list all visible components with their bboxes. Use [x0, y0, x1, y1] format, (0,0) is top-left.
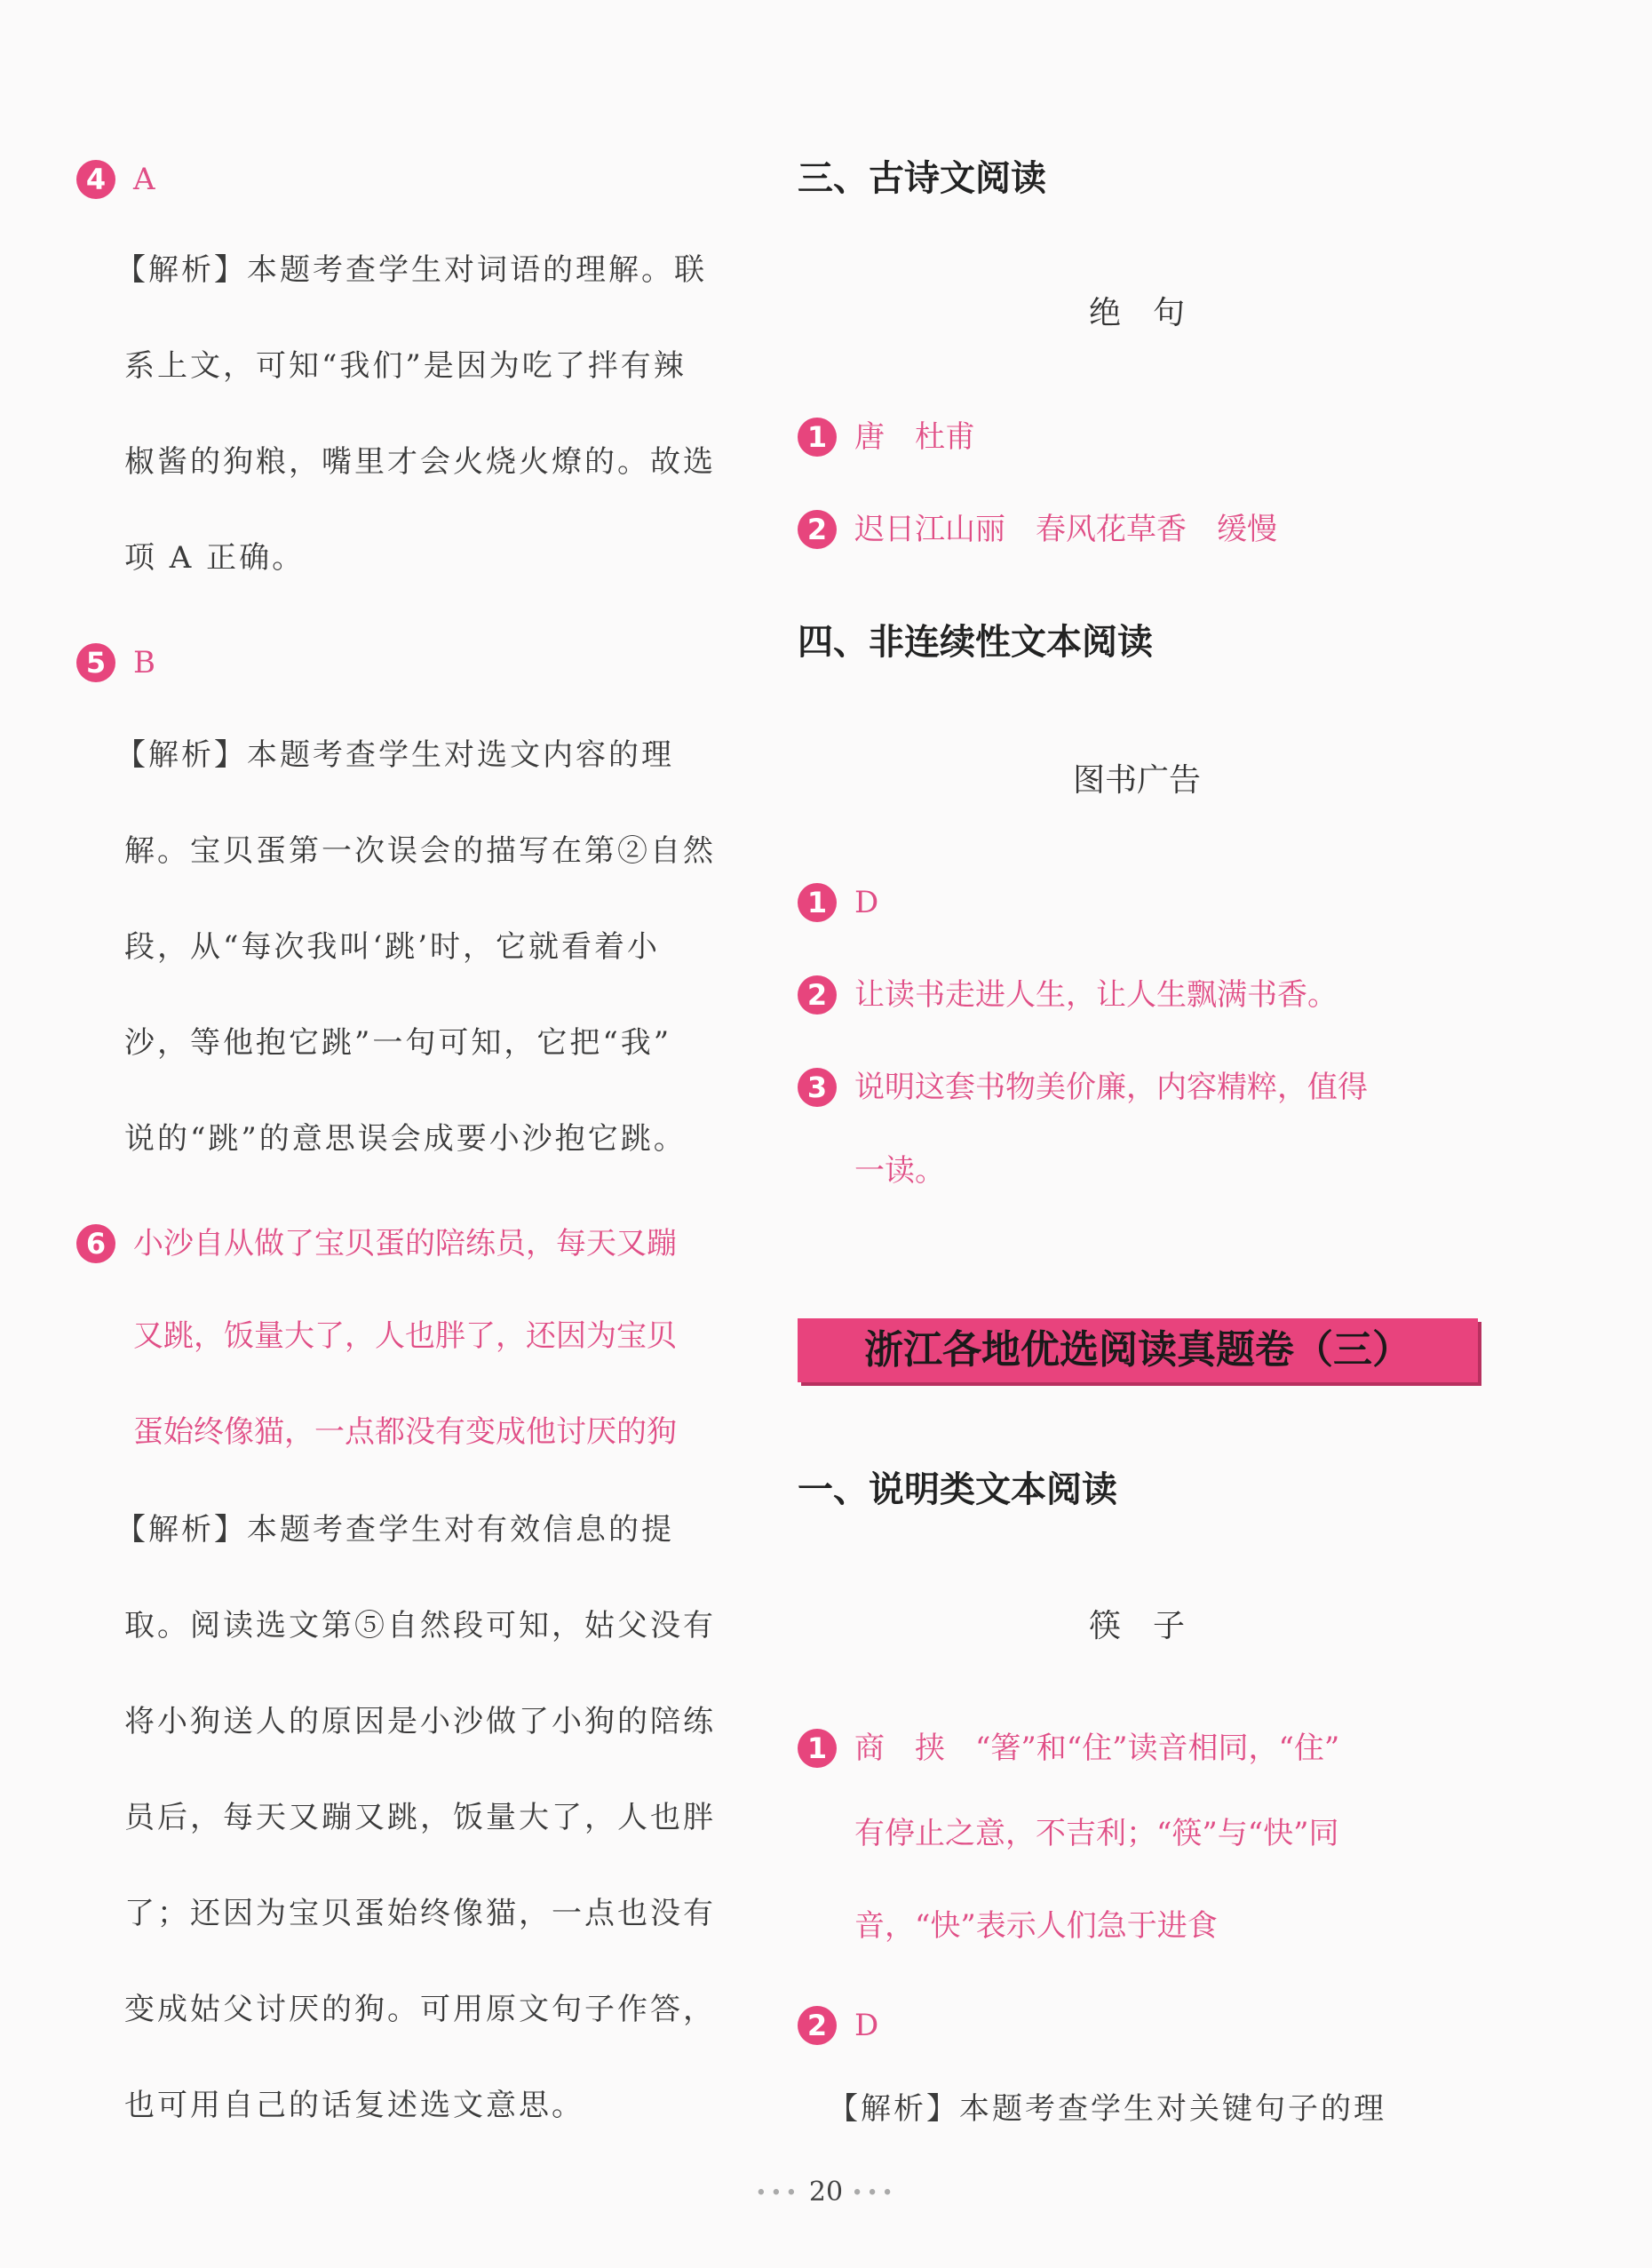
q6-answer-line: 又跳，饭量大了，人也胖了，还因为宝贝 [133, 1318, 677, 1354]
q5-analysis-line: 沙，等他抱它跳”一句可知，它把“我” [124, 1025, 672, 1061]
s4-q3-number-badge: 3 [798, 1068, 837, 1107]
q6-analysis-line: 【解析】本题考查学生对有效信息的提 [115, 1512, 674, 1548]
q5-analysis-line: 段，从“每次我叫‘跳’时，它就看着小 [124, 929, 660, 965]
section3-heading: 三、古诗文阅读 [798, 158, 1046, 199]
q5-number-badge: 5 [76, 643, 115, 682]
q6-answer-line: 小沙自从做了宝贝蛋的陪练员，每天又蹦 [133, 1226, 677, 1261]
q5-analysis-line: 说的“跳”的意思误会成要小沙抱它跳。 [124, 1121, 687, 1157]
s3-q1-answer: 唐 杜甫 [854, 419, 975, 455]
s4-q1-answer: D [854, 885, 879, 920]
section1-heading: 一、说明类文本阅读 [798, 1469, 1117, 1510]
s1-q2-number-badge: 2 [798, 2006, 837, 2045]
s4-q2-number-badge: 2 [798, 975, 837, 1015]
q6-number-badge: 6 [76, 1224, 115, 1263]
section4-heading: 四、非连续性文本阅读 [798, 622, 1153, 663]
s1-q2-analysis-line: 【解析】本题考查学生对关键句子的理 [828, 2091, 1386, 2127]
exam-banner [798, 1318, 1478, 1382]
page-number: 20 [808, 2176, 844, 2208]
footer-dots-right: ••• [851, 2182, 897, 2205]
q6-analysis-line: 变成姑父讨厌的狗。可用原文句子作答， [124, 1992, 716, 2027]
footer-dots-left: ••• [755, 2182, 801, 2205]
q4-analysis-line: 【解析】本题考查学生对词语的理解。联 [115, 252, 707, 288]
s3-q2-number-badge: 2 [798, 510, 837, 549]
s4-q1-number-badge: 1 [798, 883, 837, 922]
q5-analysis-line: 解。宝贝蛋第一次误会的描写在第②自然 [124, 833, 716, 869]
q4-analysis-line: 项 A 正确。 [124, 540, 306, 576]
s4-q3-answer-line: 说明这套书物美价廉，内容精粹，值得 [854, 1070, 1368, 1105]
q6-analysis-line: 取。阅读选文第⑤自然段可知，姑父没有 [124, 1608, 716, 1643]
s1-q2-answer: D [854, 2008, 879, 2043]
ad-title: 图书广告 [1072, 762, 1201, 799]
q6-analysis-line: 将小狗送人的原因是小沙做了小狗的陪练 [124, 1704, 716, 1739]
s1-q1-answer-line: 音，“快”表示人们急于进食 [854, 1908, 1218, 1944]
q6-analysis-line: 了；还因为宝贝蛋始终像猫，一点也没有 [124, 1896, 716, 1931]
s4-q2-answer: 让读书走进人生，让人生飘满书香。 [854, 977, 1338, 1013]
article-title: 筷 子 [1088, 1608, 1185, 1644]
s3-q1-number-badge: 1 [798, 418, 837, 457]
q4-analysis-line: 系上文，可知“我们”是因为吃了拌有辣 [124, 348, 687, 384]
s3-q2-answer: 迟日江山丽 春风花草香 缓慢 [854, 512, 1277, 547]
exam-banner-title: 浙江各地优选阅读真题卷（三） [864, 1327, 1411, 1373]
s4-q3-answer-line: 一读。 [854, 1153, 945, 1189]
s1-q1-answer-line: 商 挟 “箸”和“住”读音相同，“住” [854, 1731, 1340, 1766]
q6-answer-line: 蛋始终像猫，一点都没有变成他讨厌的狗 [133, 1414, 677, 1450]
poem-title: 绝 句 [1088, 295, 1185, 331]
q5-analysis-line: 【解析】本题考查学生对选文内容的理 [115, 737, 674, 773]
q4-analysis-line: 椒酱的狗粮，嘴里才会火烧火燎的。故选 [124, 444, 716, 480]
page-footer [0, 2176, 1652, 2208]
q4-number-badge: 4 [76, 160, 115, 199]
q4-answer: A [133, 162, 155, 197]
q6-analysis-line: 也可用自己的话复述选文意思。 [124, 2088, 584, 2123]
q5-answer: B [133, 645, 155, 680]
s1-q1-answer-line: 有停止之意，不吉利；“筷”与“快”同 [854, 1816, 1339, 1851]
s1-q1-number-badge: 1 [798, 1729, 837, 1768]
q6-analysis-line: 员后，每天又蹦又跳，饭量大了，人也胖 [124, 1800, 716, 1835]
